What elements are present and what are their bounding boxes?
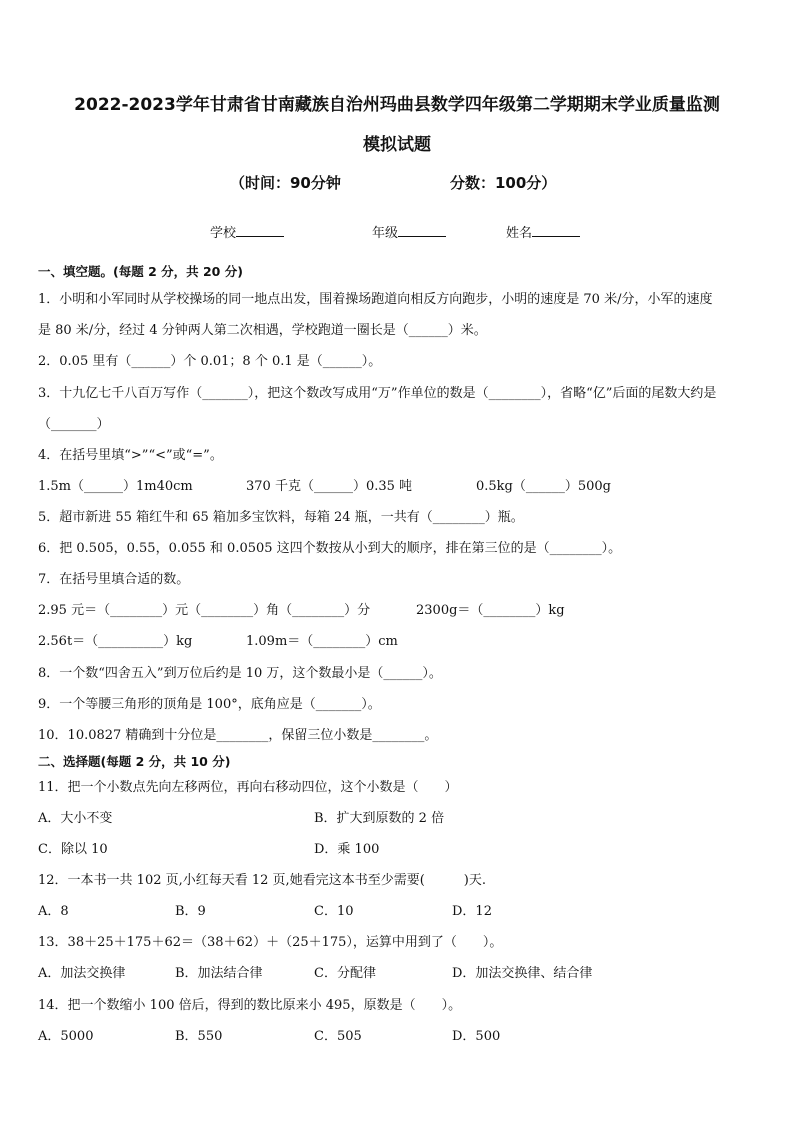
- exam-score: 分数：100分）: [450, 174, 557, 192]
- q12-option-c[interactable]: C．10: [314, 904, 354, 919]
- question-2: 2．0.05 里有（______）个 0.01；8 个 0.1 是（______）。: [38, 354, 382, 369]
- q12-option-d[interactable]: D．12: [452, 904, 492, 919]
- q13-option-c[interactable]: C．分配律: [314, 966, 376, 981]
- school-blank[interactable]: [236, 223, 284, 237]
- exam-title-line1: 2022-2023学年甘肃省甘南藏族自治州玛曲县数学四年级第二学期期末学业质量监测: [74, 95, 720, 115]
- q7-row2-a: 2.56t＝（__________）kg: [38, 634, 193, 649]
- q7-row1-a: 2.95 元＝（________）元（________）角（________）分: [38, 603, 371, 618]
- question-5: 5．超市新进 55 箱红牛和 65 箱加多宝饮料，每箱 24 瓶，一共有（________）瓶。: [38, 510, 524, 525]
- question-7: 7．在括号里填合适的数。: [38, 572, 190, 587]
- q11-option-c[interactable]: C．除以 10: [38, 842, 108, 857]
- q7-row2-b: 1.09m＝（________）cm: [246, 634, 398, 649]
- question-3-line2: （_______）: [38, 417, 110, 432]
- q14-option-a[interactable]: A．5000: [38, 1029, 94, 1044]
- school-field: 学校: [210, 222, 284, 241]
- question-3-line1: 3．十九亿七千八百万写作（_______），把这个数改写成用“万”作单位的数是（________），省略“亿”后面的尾数大约是: [38, 386, 717, 401]
- question-13: 13．38＋25＋175＋62＝（38＋62）＋（25＋175），运算中用到了（ ）。: [38, 935, 503, 950]
- question-9: 9．一个等腰三角形的顶角是 100°，底角应是（_______）。: [38, 697, 381, 712]
- q14-option-d[interactable]: D．500: [452, 1029, 501, 1044]
- grade-field: 年级: [372, 222, 446, 241]
- q13-option-a[interactable]: A．加法交换律: [38, 966, 126, 981]
- q4-item-2: 370 千克（______）0.35 吨: [246, 479, 413, 494]
- q11-option-b[interactable]: B．扩大到原数的 2 倍: [314, 811, 445, 826]
- q4-item-1: 1.5m（______）1m40cm: [38, 479, 193, 494]
- exam-time: （时间：90分钟: [230, 174, 341, 192]
- question-8: 8．一个数“四舍五入”到万位后约是 10 万，这个数最小是（______）。: [38, 666, 442, 681]
- question-1-line2: 是 80 米/分，经过 4 分钟两人第二次相遇，学校跑道一圈长是（______）米。: [38, 323, 487, 338]
- q12-option-a[interactable]: A．8: [38, 904, 69, 919]
- grade-blank[interactable]: [398, 223, 446, 237]
- name-field: 姓名: [506, 222, 580, 241]
- question-6: 6．把 0.505，0.55，0.055 和 0.0505 这四个数按从小到大的顺序，排在第三位的是（________）。: [38, 541, 622, 556]
- q13-option-d[interactable]: D．加法交换律、结合律: [452, 966, 593, 981]
- question-1-line1: 1．小明和小军同时从学校操场的同一地点出发，围着操场跑道向相反方向跑步，小明的速度是 70 米/分，小军的速度: [38, 292, 713, 307]
- section2-heading: 二、选择题(每题 2 分，共 10 分): [38, 754, 231, 769]
- section1-heading: 一、填空题。(每题 2 分，共 20 分): [38, 264, 243, 279]
- name-blank[interactable]: [532, 223, 580, 237]
- question-11: 11．把一个小数点先向左移两位，再向右移动四位，这个小数是（ ）: [38, 780, 458, 795]
- q7-row1-b: 2300g＝（________）kg: [416, 603, 565, 618]
- question-10: 10．10.0827 精确到十分位是________，保留三位小数是________。: [38, 728, 438, 743]
- exam-title-line2: 模拟试题: [363, 135, 431, 155]
- question-12: 12．一本书一共 102 页,小红每天看 12 页,她看完这本书至少需要( )天.: [38, 873, 486, 888]
- q14-option-c[interactable]: C．505: [314, 1029, 362, 1044]
- question-14: 14．把一个数缩小 100 倍后，得到的数比原来小 495，原数是（ ）。: [38, 998, 462, 1013]
- q11-option-d[interactable]: D．乘 100: [314, 842, 380, 857]
- q12-option-b[interactable]: B．9: [175, 904, 206, 919]
- q4-item-3: 0.5kg（______）500g: [476, 479, 612, 494]
- q13-option-b[interactable]: B．加法结合律: [175, 966, 263, 981]
- q11-option-a[interactable]: A．大小不变: [38, 811, 113, 826]
- q14-option-b[interactable]: B．550: [175, 1029, 223, 1044]
- question-4: 4．在括号里填“>”“<”或“=”。: [38, 448, 223, 463]
